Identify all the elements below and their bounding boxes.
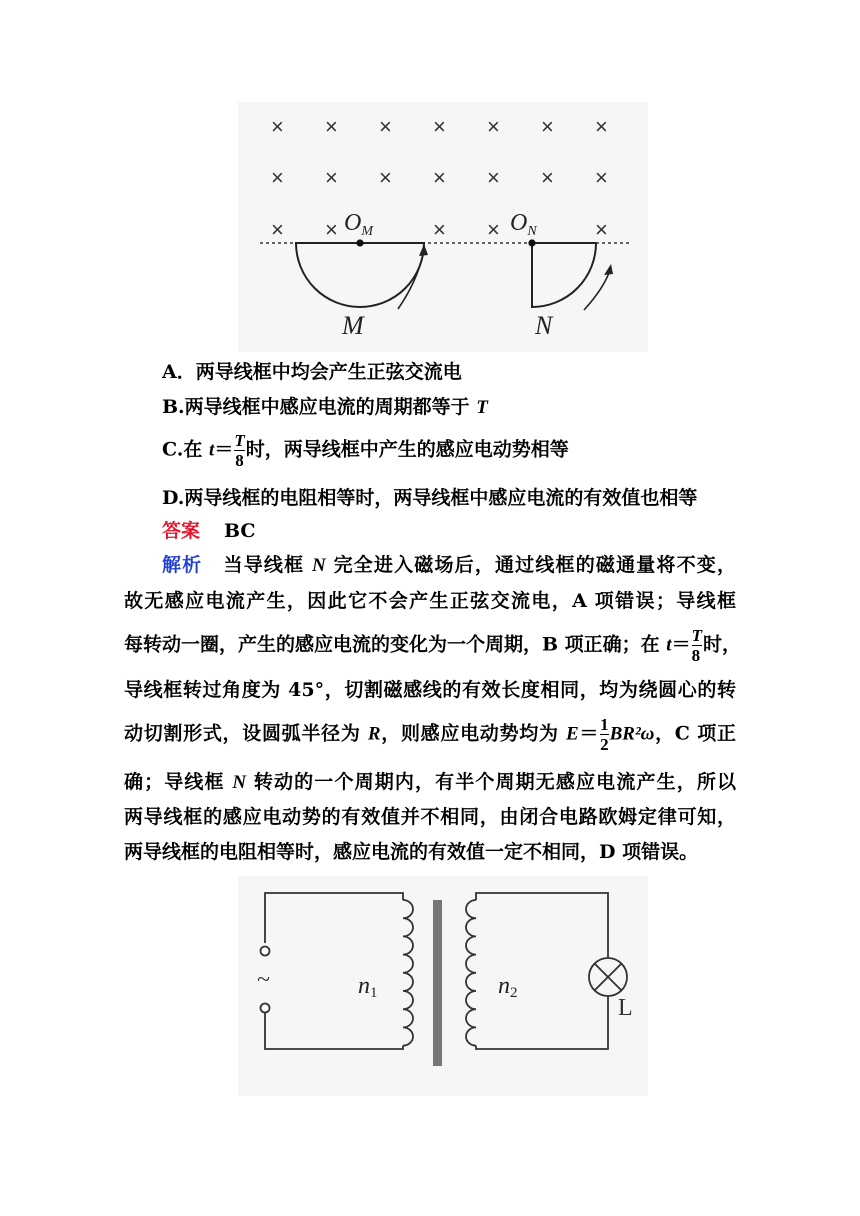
field-cross-icon: × bbox=[271, 165, 284, 190]
analysis-line-2: 故无感应电流产生，因此它不会产生正弦交流电，A 项错误；导线框 bbox=[124, 590, 736, 612]
field-cross-icon: × bbox=[325, 217, 338, 242]
fraction-t-over-8: $\frac{T}{8}$ bbox=[234, 431, 245, 470]
field-cross-icon: × bbox=[379, 114, 392, 139]
option-c: C.在 t＝ $\frac{T}{8}$ 时，两导线框中产生的感应电动势相等 bbox=[162, 431, 569, 470]
lamp-label: L bbox=[618, 995, 633, 1021]
field-cross-icon: × bbox=[433, 114, 446, 139]
pivot-on-label: $O_N$ bbox=[510, 210, 537, 239]
analysis-line-4: 导线框转过角度为 45°，切割磁感线的有效长度相同，均为绕圆心的转 bbox=[124, 679, 736, 701]
pivot-om-dot bbox=[356, 239, 363, 246]
field-cross-icon: × bbox=[487, 217, 500, 242]
fraction-one-half: $\frac{1}{2}$ bbox=[600, 715, 609, 754]
field-cross-icon: × bbox=[487, 114, 500, 139]
pivot-on-dot bbox=[528, 239, 535, 246]
field-cross-icon: × bbox=[595, 217, 608, 242]
analysis-label: 解析 bbox=[162, 554, 203, 576]
option-d: D.两导线框的电阻相等时，两导线框中感应电流的有效值也相等 bbox=[162, 487, 698, 509]
answer-value: BC bbox=[224, 520, 256, 542]
field-cross-icon: × bbox=[325, 114, 338, 139]
analysis-line-6: 确；导线框 N 转动的一个周期内，有半个周期无感应电流产生，所以 bbox=[124, 771, 736, 793]
input-terminal-bottom bbox=[261, 1004, 270, 1013]
input-terminal-top bbox=[261, 947, 270, 956]
field-cross-icon: × bbox=[433, 165, 446, 190]
field-cross-icon: × bbox=[595, 165, 608, 190]
analysis-line-5: 动切割形式，设圆弧半径为 R，则感应电动势均为 E＝ $\frac{1}{2}$ BR²ω，C 项正 bbox=[124, 715, 736, 754]
field-cross-icon: × bbox=[379, 165, 392, 190]
frame-m-label: M bbox=[342, 311, 364, 340]
option-b: B.两导线框中感应电流的周期都等于 T bbox=[162, 396, 488, 418]
secondary-turns-label: n2 bbox=[498, 973, 518, 1001]
analysis-line-1: 解析 当导线框 N 完全进入磁场后，通过线框的磁通量将不变， bbox=[162, 554, 736, 576]
iron-core bbox=[433, 900, 442, 1066]
field-cross-icon: × bbox=[541, 165, 554, 190]
field-cross-icon: × bbox=[325, 165, 338, 190]
pivot-om-label: $O_M$ bbox=[344, 210, 374, 239]
frame-n-label: N bbox=[535, 311, 553, 340]
analysis-line-7: 两导线框的感应电动势的有效值并不相同，由闭合电路欧姆定律可知， bbox=[124, 806, 736, 828]
transformer-circuit-figure bbox=[238, 876, 648, 1096]
analysis-line-8: 两导线框的电阻相等时，感应电流的有效值一定不相同，D 项错误。 bbox=[124, 841, 699, 863]
field-cross-icon: × bbox=[271, 217, 284, 242]
field-cross-icon: × bbox=[271, 114, 284, 139]
field-cross-icon: × bbox=[595, 114, 608, 139]
analysis-line-3: 每转动一圈，产生的感应电流的变化为一个周期，B 项正确；在 t＝ $\frac{T}{8}$ 时， bbox=[124, 626, 741, 665]
field-cross-icon: × bbox=[433, 217, 446, 242]
answer-row bbox=[162, 517, 256, 545]
answer-label: 答案 bbox=[162, 520, 201, 542]
fraction-t-over-8-analysis: $\frac{T}{8}$ bbox=[691, 626, 702, 665]
primary-turns-label: n1 bbox=[358, 973, 378, 1001]
field-cross-icon: × bbox=[487, 165, 500, 190]
magnetic-field-figure bbox=[238, 102, 648, 352]
option-a: A．两导线框中均会产生正弦交流电 bbox=[162, 361, 462, 383]
ac-source-symbol: ~ bbox=[257, 967, 270, 993]
field-cross-icon: × bbox=[541, 114, 554, 139]
